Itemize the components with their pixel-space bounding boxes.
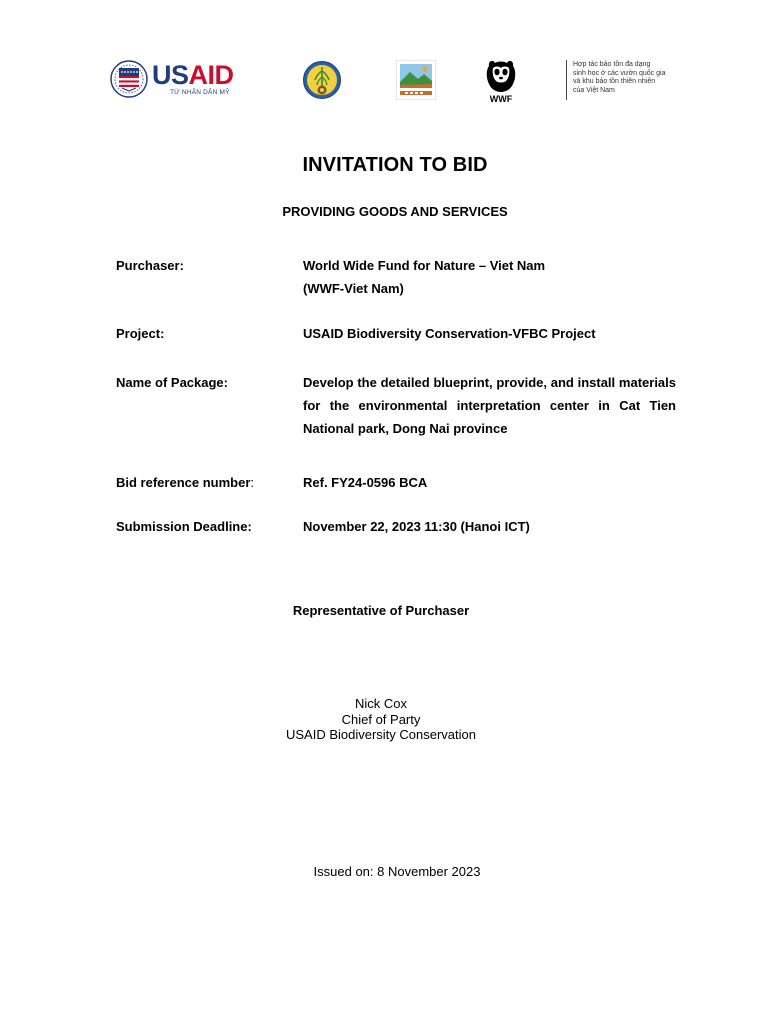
usaid-wordmark-us: US (152, 60, 189, 90)
signatory-name: Nick Cox (354, 696, 407, 711)
logo-strip (0, 52, 770, 112)
purchaser-label: Purchaser: (116, 258, 184, 273)
usaid-logo (110, 60, 250, 100)
signatory-block (0, 696, 762, 743)
package-label: Name of Package: (116, 375, 228, 390)
purchaser-short-name: (WWF-Viet Nam) (303, 281, 404, 296)
usaid-tagline: TỪ NHÂN DÂN MỸ (170, 89, 230, 96)
purchaser-name: World Wide Fund for Nature – Viet Nam (303, 258, 546, 273)
bid-reference-label (116, 471, 296, 494)
usaid-seal-icon (110, 60, 148, 98)
panda-icon (484, 58, 518, 104)
mard-emblem (302, 60, 342, 100)
signatory-organization: USAID Biodiversity Conservation (285, 727, 477, 742)
wwf-wordmark: WWF (489, 94, 513, 104)
usaid-wordmark-aid: AID (188, 60, 234, 90)
vfbc-logo (396, 60, 436, 100)
wwf-logo (484, 58, 518, 104)
bid-reference-colon: : (250, 475, 254, 490)
purchaser-value (303, 254, 676, 300)
partner-tagline: Hợp tác bảo tồn đa dạng sinh học ở các vườn quốc gia và khu bảo tồn thiên nhiên của Việt Nam (573, 61, 666, 94)
deadline-label: Submission Deadline: (116, 519, 252, 534)
document-subtitle: PROVIDING GOODS AND SERVICES (282, 204, 508, 219)
document-title: INVITATION TO BID (302, 154, 488, 176)
usaid-wordmark (152, 61, 234, 89)
issued-date: Issued on: 8 November 2023 (313, 864, 481, 879)
partner-divider (566, 60, 567, 100)
deadline-value: November 22, 2023 11:30 (Hanoi ICT) (303, 519, 530, 534)
project-label: Project: (116, 326, 165, 341)
bid-reference-label-text: Bid reference number (116, 475, 251, 490)
representative-heading: Representative of Purchaser (292, 603, 470, 618)
rice-emblem-icon (302, 60, 342, 100)
vfbc-landscape-icon (396, 60, 436, 100)
bid-reference-value: Ref. FY24-0596 BCA (303, 475, 428, 490)
partner-logo (566, 58, 686, 104)
project-value: USAID Biodiversity Conservation-VFBC Project (303, 326, 596, 341)
signatory-role: Chief of Party (341, 711, 421, 727)
package-value: Develop the detailed blueprint, provide, and install materials for the environmental interpretation center in Cat Tien National park, Dong Nai province (303, 375, 676, 436)
